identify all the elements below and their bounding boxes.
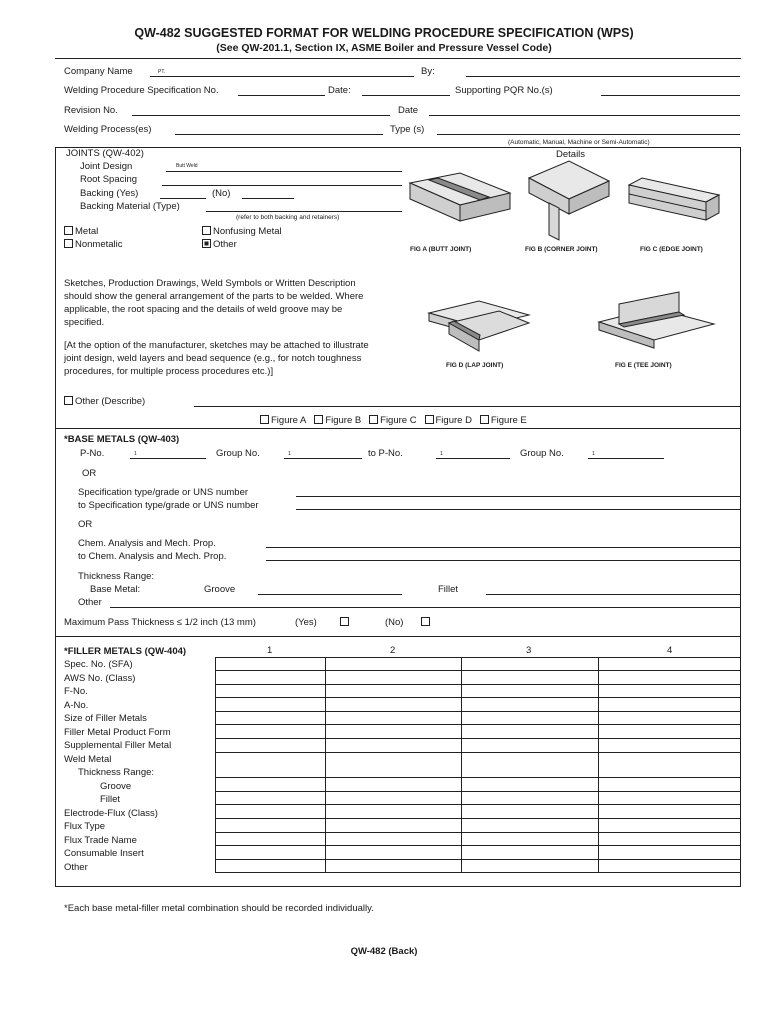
filler-metals-heading: *FILLER METALS (QW-404) — [64, 646, 187, 657]
sketch-text-line: Sketches, Production Drawings, Weld Symbols or Written Description — [64, 278, 356, 289]
nonmetalic-label: Nonmetalic — [75, 239, 123, 250]
date-field[interactable] — [362, 95, 450, 96]
grid-line — [215, 670, 741, 671]
grid-line — [215, 657, 216, 872]
sketch-text-line: specified. — [64, 317, 105, 328]
group-no2-field[interactable] — [588, 458, 664, 459]
page-subtitle: (See QW-201.1, Section IX, ASME Boiler and Pressure Vessel Code) — [216, 42, 552, 54]
metal-checkbox[interactable] — [64, 226, 73, 235]
backing-material-field[interactable] — [206, 211, 402, 212]
grid-line — [215, 818, 741, 819]
filler-column-header: 1 — [267, 645, 273, 656]
p-no-value: 1 — [134, 451, 137, 457]
filler-row-label: Consumable Insert — [64, 848, 144, 859]
grid-line — [215, 859, 741, 860]
chem-1-field[interactable] — [266, 547, 740, 548]
max-pass-yes-checkbox[interactable] — [340, 617, 349, 626]
backing-material-label: Backing Material (Type) — [80, 201, 180, 212]
section-divider — [55, 636, 741, 637]
root-spacing-field[interactable] — [162, 185, 402, 186]
footer-note: *Each base metal-filler metal combination should be recorded individually. — [64, 903, 374, 914]
filler-column-header: 2 — [390, 645, 396, 656]
chem-1-label: Chem. Analysis and Mech. Prop. — [78, 538, 216, 549]
other-checkbox-checked[interactable] — [202, 239, 211, 248]
fig-b-label: FIG B (CORNER JOINT) — [525, 246, 598, 253]
company-name-field[interactable] — [150, 76, 414, 77]
filler-column-header: 3 — [526, 645, 532, 656]
backing-yes-field[interactable] — [160, 198, 206, 199]
grid-line — [215, 738, 741, 739]
backing-no-label: (No) — [212, 188, 231, 199]
other-describe-label: Other (Describe) — [75, 396, 146, 407]
grid-line — [215, 777, 741, 778]
to-p-no-value: 1 — [440, 451, 443, 457]
sketch-instructions — [64, 277, 363, 329]
grid-line — [215, 657, 741, 658]
sketch-text-line: should show the general arrangement of the parts to be welded. Where — [64, 291, 364, 302]
base-metals-heading: *BASE METALS (QW-403) — [64, 434, 180, 445]
figure-selection — [260, 415, 527, 426]
process-label: Welding Process(es) — [64, 124, 152, 135]
group-no2-value: 1 — [592, 451, 595, 457]
filler-row-label: Flux Type — [64, 821, 106, 832]
pqr-label: Supporting PQR No.(s) — [455, 85, 553, 96]
figure-e-label: Figure E — [490, 415, 527, 426]
groove-field[interactable] — [258, 594, 402, 595]
fillet-label: Fillet — [438, 584, 459, 595]
nonfusing-option[interactable] — [202, 226, 282, 237]
joint-design-label: Joint Design — [80, 161, 133, 172]
figure-d-label: Figure D — [435, 415, 472, 426]
wps-no-label: Welding Procedure Specification No. — [64, 85, 219, 96]
type-field[interactable] — [437, 134, 740, 135]
fig-a-label: FIG A (BUTT JOINT) — [410, 246, 472, 253]
group-no-label: Group No. — [216, 448, 260, 459]
section-divider — [55, 428, 741, 429]
grid-line — [215, 752, 741, 753]
fillet-field[interactable] — [486, 594, 740, 595]
nonfusing-label: Nonfusing Metal — [213, 226, 282, 237]
sketch-text-line: applicable, the root spacing and the details of weld groove may be — [64, 304, 343, 315]
chem-2-label: to Chem. Analysis and Mech. Prop. — [78, 551, 227, 562]
grid-line — [215, 804, 741, 805]
other-describe-checkbox[interactable] — [64, 396, 73, 405]
tee-joint-figure — [594, 290, 719, 350]
option-instructions — [64, 339, 369, 378]
filler-row-label: Filler Metal Product Form — [64, 726, 171, 738]
spec-2-field[interactable] — [296, 509, 740, 510]
filler-row-label: Electrode-Flux (Class) — [64, 807, 158, 819]
yes-label: (Yes) — [295, 617, 317, 628]
type-note: (Automatic, Manual, Machine or Semi-Automatic) — [508, 139, 650, 146]
page-title: QW-482 SUGGESTED FORMAT FOR WELDING PROCEDURE SPECIFICATION (WPS) — [134, 26, 634, 40]
max-pass-label: Maximum Pass Thickness ≤ 1/2 inch (13 mm) — [64, 617, 256, 628]
metal-label: Metal — [75, 226, 99, 237]
lap-joint-figure — [424, 293, 534, 358]
metal-option[interactable] — [64, 226, 98, 237]
or-label: OR — [78, 519, 93, 530]
chem-2-field[interactable] — [266, 560, 740, 561]
grid-line — [215, 684, 741, 685]
filler-column-header: 4 — [667, 645, 673, 656]
other-option[interactable] — [202, 239, 237, 250]
type-label: Type (s) — [390, 124, 425, 135]
root-spacing-label: Root Spacing — [80, 174, 138, 185]
spec-2-label: to Specification type/grade or UNS number — [78, 500, 259, 511]
no-label: (No) — [385, 617, 404, 628]
figure-c-checkbox[interactable] — [369, 415, 378, 424]
other-describe-field[interactable] — [194, 406, 740, 407]
header-divider — [55, 58, 741, 59]
date2-label: Date — [398, 105, 419, 116]
filler-row-label: Other — [64, 861, 88, 873]
figure-e-checkbox[interactable] — [480, 415, 489, 424]
other-field[interactable] — [110, 607, 740, 608]
or-label: OR — [82, 468, 97, 479]
backing-yes-label: Backing (Yes) — [80, 188, 139, 199]
figure-b-label: Figure B — [325, 415, 362, 426]
details-label: Details — [556, 149, 586, 160]
grid-line — [325, 657, 326, 872]
thickness-range-label: Thickness Range: — [78, 571, 155, 582]
butt-joint-figure — [405, 163, 515, 243]
page-label: QW-482 (Back) — [350, 946, 418, 957]
max-pass-no-checkbox[interactable] — [421, 617, 430, 626]
fig-e-label: FIG E (TEE JOINT) — [615, 362, 672, 369]
base-metal-label: Base Metal: — [90, 584, 141, 595]
figure-a-label: Figure A — [271, 415, 307, 426]
company-name-value: PT. — [158, 69, 166, 75]
date2-field[interactable] — [429, 115, 740, 116]
filler-row-label: Weld Metal — [64, 753, 112, 765]
grid-line — [461, 657, 462, 872]
grid-line — [215, 845, 741, 846]
groove-label: Groove — [204, 584, 236, 595]
other-label: Other — [78, 597, 102, 608]
filler-row-label: Groove — [100, 780, 132, 792]
grid-line — [215, 697, 741, 698]
group-no-field[interactable] — [284, 458, 362, 459]
other-describe-option[interactable] — [64, 396, 145, 407]
filler-row-label: AWS No. (Class) — [64, 672, 136, 684]
option-text-line: [At the option of the manufacturer, sketches may be attached to illustrate — [64, 340, 369, 351]
company-name-label: Company Name — [64, 66, 133, 77]
other-label: Other — [213, 239, 237, 250]
spec-1-label: Specification type/grade or UNS number — [78, 487, 249, 498]
to-p-no-label: to P-No. — [368, 448, 403, 459]
revision-label: Revision No. — [64, 105, 118, 116]
filler-row-label: Supplemental Filler Metal — [64, 740, 172, 751]
nonfusing-checkbox[interactable] — [202, 226, 211, 235]
by-label: By: — [421, 66, 435, 77]
nonmetalic-checkbox[interactable] — [64, 239, 73, 248]
filler-row-label: Flux Trade Name — [64, 834, 137, 846]
corner-joint-figure — [524, 156, 614, 246]
p-no-field[interactable] — [130, 458, 206, 459]
nonmetalic-option[interactable] — [64, 239, 123, 250]
wps-no-field[interactable] — [238, 95, 325, 96]
to-p-no-field[interactable] — [436, 458, 510, 459]
grid-line — [215, 711, 741, 712]
figure-c-label: Figure C — [380, 415, 417, 426]
filler-row-label: Thickness Range: — [78, 767, 155, 778]
group-no2-label: Group No. — [520, 448, 564, 459]
process-field[interactable] — [175, 134, 383, 135]
figure-b-checkbox[interactable] — [314, 415, 323, 424]
filler-row-label: F-No. — [64, 686, 88, 697]
option-text-line: procedures, for multiple process procedures etc.)] — [64, 366, 274, 377]
backing-no-field[interactable] — [242, 198, 294, 199]
by-field[interactable] — [466, 76, 740, 77]
spec-1-field[interactable] — [296, 496, 740, 497]
group-no-value: 1 — [288, 451, 291, 457]
p-no-label: P-No. — [80, 448, 105, 459]
refer-note: (refer to both backing and retainers) — [236, 214, 340, 221]
grid-line — [215, 791, 741, 792]
revision-field[interactable] — [132, 115, 390, 116]
filler-row-label: Spec. No. (SFA) — [64, 659, 133, 670]
joint-design-field[interactable] — [166, 171, 402, 172]
edge-joint-figure — [624, 170, 724, 235]
grid-line — [215, 832, 741, 833]
date-label: Date: — [328, 85, 351, 96]
pqr-field[interactable] — [601, 95, 740, 96]
figure-d-checkbox[interactable] — [425, 415, 434, 424]
figure-a-checkbox[interactable] — [260, 415, 269, 424]
fig-d-label: FIG D (LAP JOINT) — [446, 362, 504, 369]
filler-row-labels — [64, 658, 171, 874]
filler-row-label: A-No. — [64, 699, 89, 711]
filler-row-label: Size of Filler Metals — [64, 713, 147, 724]
filler-row-label: Fillet — [100, 794, 121, 805]
grid-line — [215, 724, 741, 725]
grid-line — [215, 872, 741, 873]
joint-design-value: Butt Weld — [176, 163, 198, 169]
joints-heading: JOINTS (QW-402) — [66, 148, 144, 159]
grid-line — [598, 657, 599, 872]
fig-c-label: FIG C (EDGE JOINT) — [640, 246, 703, 253]
option-text-line: joint design, weld layers and bead sequence (e.g., for notch toughness — [64, 353, 362, 364]
